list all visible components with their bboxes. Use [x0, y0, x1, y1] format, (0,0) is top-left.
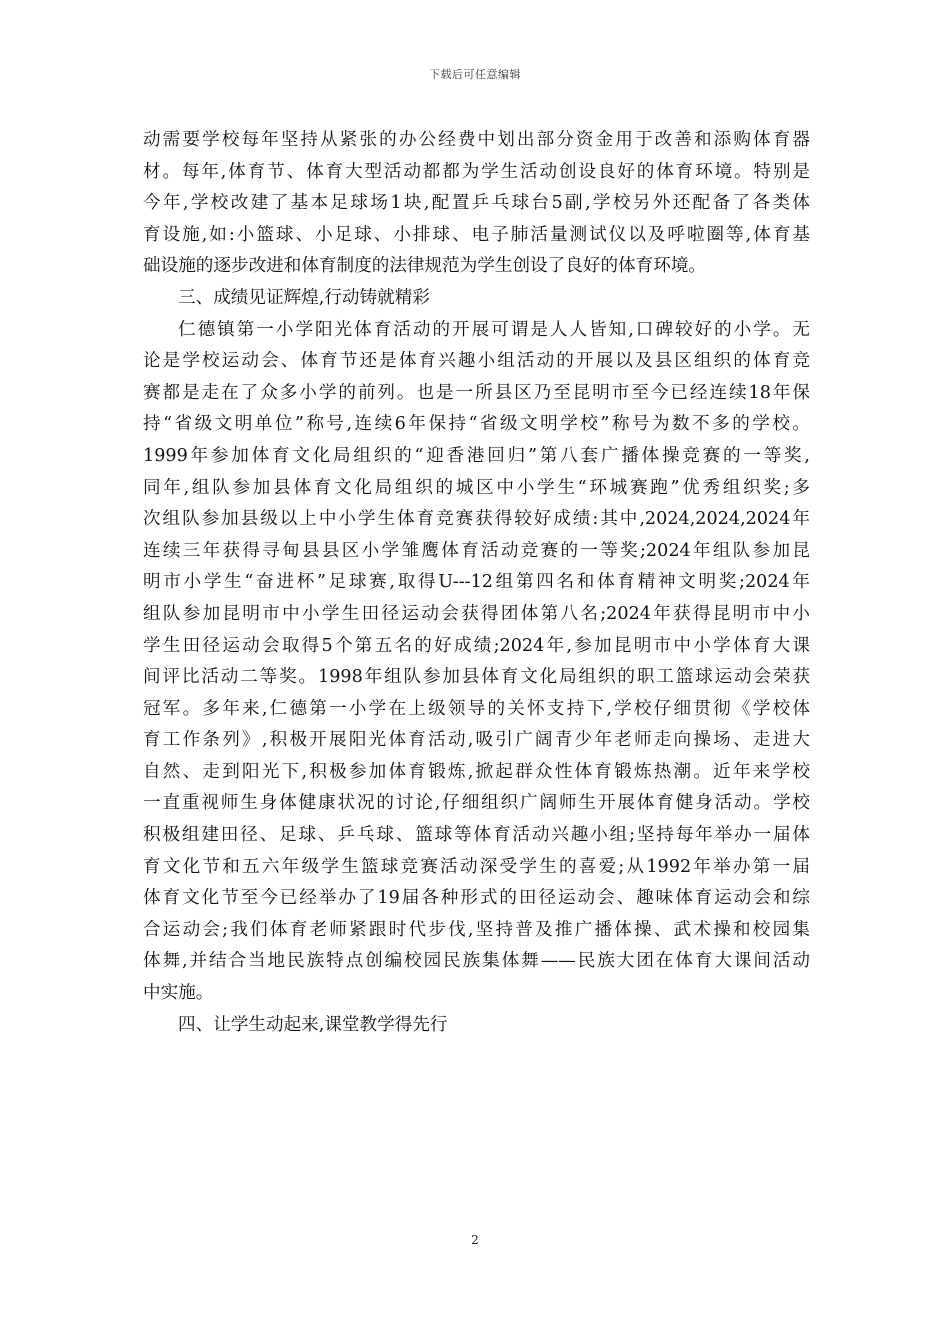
text-line: 育文化节和五六年级学生篮球竞赛活动深受学生的喜爱;从1992年举办第一届 — [143, 856, 810, 877]
text-line: 积极组建田径、足球、乒乓球、篮球等体育活动兴趣小组;坚持每年举办一届体 — [143, 825, 810, 846]
section-heading — [143, 1010, 810, 1042]
text-line: 中实施。 — [143, 983, 214, 1004]
text-line: 次组队参加县级以上中小学生体育竞赛获得较好成绩:其中,2024,2024,2024年 — [143, 509, 810, 530]
text-line: 间评比活动二等奖。1998年组队参加县体育文化局组织的职工篮球运动会荣获 — [143, 667, 810, 688]
text-line: 连续三年获得寻甸县县区小学雏鹰体育活动竞赛的一等奖;2024年组队参加昆 — [143, 540, 810, 561]
text-line: 自然、走到阳光下,积极参加体育锻炼,掀起群众性体育锻炼热潮。近年来学校 — [143, 761, 810, 782]
text-line: 体舞,并结合当地民族特点创编校园民族集体舞——民族大团在体育大课间活动 — [143, 951, 810, 972]
text-line: 持“省级文明单位”称号,连续6年保持“省级文明学校”称号为数不多的学校。 — [143, 414, 810, 435]
text-line: 组队参加昆明市中小学生田径运动会获得团体第八名;2024年获得昆明市中小 — [143, 603, 810, 624]
text-line: 育设施,如:小篮球、小足球、小排球、电子肺活量测试仪以及呼啦圈等,体育基 — [143, 224, 810, 245]
heading-text: 三、成绩见证辉煌,行动铸就精彩 — [178, 287, 430, 308]
text-line: 合运动会;我们体育老师紧跟时代步伐,坚持普及推广播体操、武术操和校园集 — [143, 919, 810, 940]
text-line: 1999年参加体育文化局组织的“迎香港回归”第八套广播体操竞赛的一等奖, — [143, 445, 810, 466]
text-line: 明市小学生“奋进杯”足球赛,取得U---12组第四名和体育精神文明奖;2024年 — [143, 572, 810, 593]
text-line: 仁德镇第一小学阳光体育活动的开展可谓是人人皆知,口碑较好的小学。无 — [178, 319, 810, 340]
heading-text: 四、让学生动起来,课堂教学得先行 — [178, 1014, 448, 1035]
page-number: 2 — [471, 1233, 479, 1247]
document-body — [143, 125, 810, 1041]
body-paragraph — [143, 315, 810, 1010]
text-line: 一直重视师生身体健康状况的讨论,仔细组织广阔师生开展体育健身活动。学校 — [143, 793, 810, 814]
text-line: 学生田径运动会取得5个第五名的好成绩;2024年,参加昆明市中小学体育大课 — [143, 635, 810, 656]
text-line: 育工作条列》,积极开展阳光体育活动,吸引广阔青少年老师走向操场、走进大 — [143, 730, 810, 751]
page-header: 下载后可任意编辑 — [429, 68, 521, 81]
text-line: 论是学校运动会、体育节还是体育兴趣小组活动的开展以及县区组织的体育竞 — [143, 351, 810, 372]
body-paragraph — [143, 125, 810, 283]
text-line: 今年,学校改建了基本足球场1块,配置乒乓球台5副,学校另外还配备了各类体 — [143, 193, 810, 214]
text-line: 赛都是走在了众多小学的前列。也是一所县区乃至昆明市至今已经连续18年保 — [143, 382, 810, 403]
text-line: 冠军。多年来,仁德第一小学在上级领导的关怀支持下,学校仔细贯彻《学校体 — [143, 698, 810, 719]
text-line: 动需要学校每年坚持从紧张的办公经费中划出部分资金用于改善和添购体育器 — [143, 130, 810, 150]
text-line: 材。每年,体育节、体育大型活动都都为学生活动创设良好的体育环境。特别是 — [143, 161, 810, 182]
section-heading — [143, 283, 810, 315]
text-line: 础设施的逐步改进和体育制度的法律规范为学生创设了良好的体育环境。 — [143, 256, 707, 277]
text-line: 同年,组队参加县体育文化局组织的城区中小学生“环城赛跑”优秀组织奖;多 — [143, 477, 810, 498]
text-line: 体育文化节至今已经举办了19届各种形式的田径运动会、趣味体育运动会和综 — [143, 888, 810, 909]
